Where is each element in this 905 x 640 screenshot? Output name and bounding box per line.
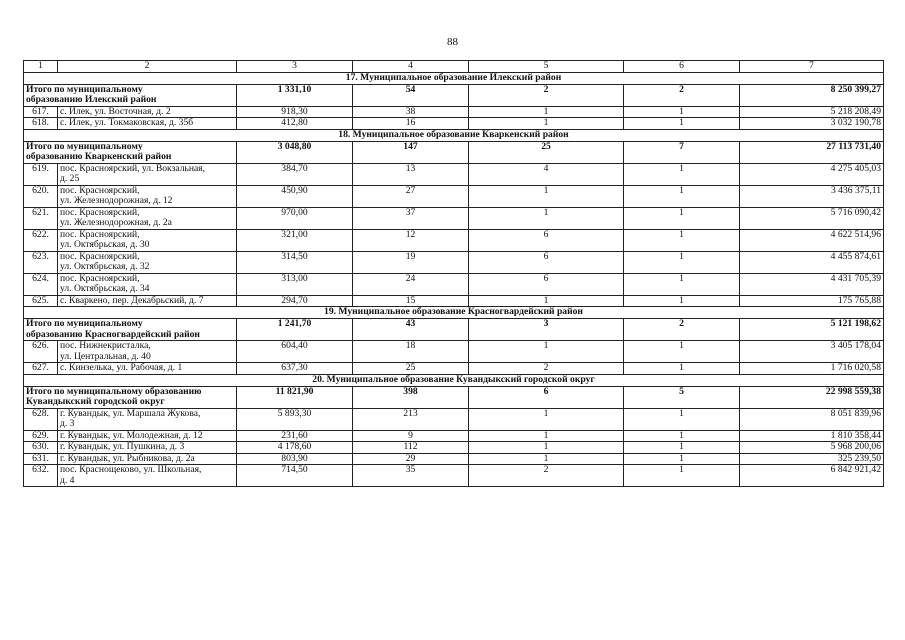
section-header-row bbox=[24, 307, 884, 319]
table-row bbox=[24, 163, 884, 185]
row-apartments: 1 bbox=[469, 341, 624, 363]
row-cost: 4 431 705,39 bbox=[740, 273, 884, 295]
row-apartments: 1 bbox=[469, 408, 624, 430]
total-area: 1 241,70 bbox=[237, 319, 353, 341]
total-residents: 147 bbox=[353, 141, 469, 163]
total-row bbox=[24, 141, 884, 163]
row-address-line: с. Кинзелька, ул. Рабочая, д. 1 bbox=[60, 362, 183, 373]
row-cost: 3 405 178,04 bbox=[740, 341, 884, 363]
row-area: 918,30 bbox=[237, 106, 353, 118]
row-apartments: 6 bbox=[469, 229, 624, 251]
row-address bbox=[58, 118, 237, 130]
row-number: 622. bbox=[24, 229, 58, 251]
register-table bbox=[23, 60, 884, 487]
total-cost: 8 250 399,27 bbox=[740, 84, 884, 106]
row-residents: 18 bbox=[353, 341, 469, 363]
table-row bbox=[24, 465, 884, 487]
column-header: 3 bbox=[237, 61, 353, 73]
column-header: 5 bbox=[469, 61, 624, 73]
row-buildings: 1 bbox=[624, 207, 740, 229]
row-area: 313,00 bbox=[237, 273, 353, 295]
row-buildings: 1 bbox=[624, 453, 740, 465]
column-header: 2 bbox=[58, 61, 237, 73]
row-buildings: 1 bbox=[624, 408, 740, 430]
row-buildings: 1 bbox=[624, 251, 740, 273]
total-residents: 54 bbox=[353, 84, 469, 106]
register-table-body bbox=[24, 61, 884, 487]
row-residents: 24 bbox=[353, 273, 469, 295]
row-number: 618. bbox=[24, 118, 58, 130]
total-apartments: 2 bbox=[469, 84, 624, 106]
row-cost: 6 842 921,42 bbox=[740, 465, 884, 487]
total-row bbox=[24, 319, 884, 341]
total-label-line: Итого по муниципальному bbox=[26, 140, 143, 152]
row-buildings: 1 bbox=[624, 465, 740, 487]
row-address bbox=[58, 363, 237, 375]
row-area: 314,50 bbox=[237, 251, 353, 273]
row-number: 619. bbox=[24, 163, 58, 185]
section-title: 18. Муниципальное образование Кваркенский район bbox=[24, 129, 884, 141]
total-label-line: образованию Красногвардейский район bbox=[26, 328, 200, 340]
row-address-line: г. Кувандык, ул. Рыбникова, д. 2а bbox=[60, 452, 195, 464]
total-area: 1 331,10 bbox=[237, 84, 353, 106]
table-row bbox=[24, 185, 884, 207]
row-cost: 5 968 200,06 bbox=[740, 442, 884, 454]
row-address bbox=[58, 207, 237, 229]
row-residents: 19 bbox=[353, 251, 469, 273]
total-label-line: Кувандыкский городской округ bbox=[26, 396, 165, 407]
row-residents: 27 bbox=[353, 185, 469, 207]
total-area: 3 048,80 bbox=[237, 141, 353, 163]
row-address-line: пос. Красноярский, bbox=[60, 228, 140, 240]
row-number: 631. bbox=[24, 453, 58, 465]
row-number: 626. bbox=[24, 341, 58, 363]
row-address-line: г. Кувандык, ул. Маршала Жукова, bbox=[60, 407, 201, 419]
row-cost: 4 275 405,03 bbox=[740, 163, 884, 185]
total-cost: 27 113 731,40 bbox=[740, 141, 884, 163]
row-buildings: 1 bbox=[624, 442, 740, 454]
row-area: 412,80 bbox=[237, 118, 353, 130]
row-area: 4 178,60 bbox=[237, 442, 353, 454]
row-address-line: ул. Железнодорожная, д. 2а bbox=[60, 217, 172, 228]
row-number: 630. bbox=[24, 442, 58, 454]
row-residents: 213 bbox=[353, 408, 469, 430]
row-number: 620. bbox=[24, 185, 58, 207]
row-number: 628. bbox=[24, 408, 58, 430]
total-label bbox=[24, 319, 237, 341]
row-address-line: пос. Красноярский, ул. Вокзальная, bbox=[60, 162, 206, 174]
row-address bbox=[58, 163, 237, 185]
row-apartments: 1 bbox=[469, 430, 624, 442]
row-buildings: 1 bbox=[624, 185, 740, 207]
row-apartments: 1 bbox=[469, 118, 624, 130]
row-residents: 25 bbox=[353, 363, 469, 375]
total-label-line: образованию Илекский район bbox=[26, 94, 157, 105]
total-apartments: 25 bbox=[469, 141, 624, 163]
row-address-line: пос. Красноярский, bbox=[60, 250, 140, 262]
row-area: 5 893,30 bbox=[237, 408, 353, 430]
total-buildings: 5 bbox=[624, 386, 740, 408]
row-address bbox=[58, 185, 237, 207]
total-label-line: образованию Кваркенский район bbox=[26, 151, 172, 162]
row-area: 803,90 bbox=[237, 453, 353, 465]
row-number: 623. bbox=[24, 251, 58, 273]
row-area: 604,40 bbox=[237, 341, 353, 363]
row-address-line: пос. Красноярский, bbox=[60, 272, 140, 284]
table-row bbox=[24, 453, 884, 465]
row-buildings: 1 bbox=[624, 229, 740, 251]
row-number: 621. bbox=[24, 207, 58, 229]
row-apartments: 1 bbox=[469, 295, 624, 307]
total-label-line: Итого по муниципальному bbox=[26, 318, 143, 329]
row-address-line: ул. Октябрьская, д. 30 bbox=[60, 239, 150, 250]
row-buildings: 1 bbox=[624, 106, 740, 118]
total-apartments: 6 bbox=[469, 386, 624, 408]
row-address-line: с. Илек, ул. Токмаковская, д. 35б bbox=[60, 117, 194, 128]
row-cost: 3 032 190,78 bbox=[740, 118, 884, 130]
row-residents: 112 bbox=[353, 442, 469, 454]
row-residents: 37 bbox=[353, 207, 469, 229]
section-title: 17. Муниципальное образование Илекский район bbox=[24, 72, 884, 84]
row-residents: 29 bbox=[353, 453, 469, 465]
table-row bbox=[24, 229, 884, 251]
row-apartments: 6 bbox=[469, 251, 624, 273]
row-residents: 13 bbox=[353, 163, 469, 185]
total-label bbox=[24, 141, 237, 163]
row-address bbox=[58, 408, 237, 430]
total-area: 11 821,90 bbox=[237, 386, 353, 408]
row-area: 231,60 bbox=[237, 430, 353, 442]
total-row bbox=[24, 84, 884, 106]
row-cost: 8 051 839,96 bbox=[740, 408, 884, 430]
row-buildings: 1 bbox=[624, 363, 740, 375]
total-label bbox=[24, 386, 237, 408]
row-address-line: г. Кувандык, ул. Молодежная, д. 12 bbox=[60, 429, 203, 441]
section-header-row bbox=[24, 72, 884, 84]
row-apartments: 2 bbox=[469, 465, 624, 487]
row-address-line: пос. Красноярский, bbox=[60, 184, 140, 196]
row-number: 627. bbox=[24, 363, 58, 375]
row-apartments: 1 bbox=[469, 207, 624, 229]
row-address-line: г. Кувандык, ул. Пушкина, д. 3 bbox=[60, 441, 185, 452]
row-apartments: 1 bbox=[469, 185, 624, 207]
row-apartments: 1 bbox=[469, 442, 624, 454]
row-address-line: пос. Нижнекристалка, bbox=[60, 340, 151, 351]
total-buildings: 2 bbox=[624, 319, 740, 341]
row-residents: 9 bbox=[353, 430, 469, 442]
row-apartments: 4 bbox=[469, 163, 624, 185]
row-area: 450,90 bbox=[237, 185, 353, 207]
row-address bbox=[58, 106, 237, 118]
row-apartments: 6 bbox=[469, 273, 624, 295]
table-row bbox=[24, 341, 884, 363]
table-row bbox=[24, 118, 884, 130]
row-address bbox=[58, 229, 237, 251]
row-buildings: 1 bbox=[624, 163, 740, 185]
row-cost: 1 810 358,44 bbox=[740, 430, 884, 442]
row-address-line: пос. Краснощеково, ул. Школьная, bbox=[60, 464, 202, 475]
row-buildings: 1 bbox=[624, 118, 740, 130]
section-header-row bbox=[24, 374, 884, 386]
row-address bbox=[58, 453, 237, 465]
row-cost: 4 455 874,61 bbox=[740, 251, 884, 273]
total-label-line: Итого по муниципальному образованию bbox=[26, 385, 202, 397]
column-header: 1 bbox=[24, 61, 58, 73]
row-address-line: с. Кваркено, пер. Декабрьский, д. 7 bbox=[60, 294, 204, 306]
row-cost: 175 765,88 bbox=[740, 295, 884, 307]
column-header-row bbox=[24, 61, 884, 73]
row-address bbox=[58, 465, 237, 487]
row-residents: 35 bbox=[353, 465, 469, 487]
table-row bbox=[24, 295, 884, 307]
row-residents: 15 bbox=[353, 295, 469, 307]
table-row bbox=[24, 251, 884, 273]
row-buildings: 1 bbox=[624, 273, 740, 295]
row-area: 714,50 bbox=[237, 465, 353, 487]
row-address-line: д. 25 bbox=[60, 173, 80, 184]
table-row bbox=[24, 430, 884, 442]
row-residents: 38 bbox=[353, 106, 469, 118]
row-number: 632. bbox=[24, 465, 58, 487]
total-label-line: Итого по муниципальному bbox=[26, 83, 143, 95]
section-header-row bbox=[24, 129, 884, 141]
total-residents: 398 bbox=[353, 386, 469, 408]
row-number: 625. bbox=[24, 295, 58, 307]
column-header: 6 bbox=[624, 61, 740, 73]
row-cost: 3 436 375,11 bbox=[740, 185, 884, 207]
row-cost: 325 239,50 bbox=[740, 453, 884, 465]
row-area: 970,00 bbox=[237, 207, 353, 229]
section-title: 20. Муниципальное образование Кувандыкский городской округ bbox=[24, 374, 884, 386]
row-cost: 5 218 208,49 bbox=[740, 106, 884, 118]
row-address-line: пос. Красноярский, bbox=[60, 206, 140, 218]
row-address-line: ул. Октябрьская, д. 34 bbox=[60, 283, 150, 294]
total-cost: 22 998 559,38 bbox=[740, 386, 884, 408]
table-row bbox=[24, 207, 884, 229]
row-address-line: с. Илек, ул. Восточная, д. 2 bbox=[60, 105, 171, 117]
row-address bbox=[58, 430, 237, 442]
row-number: 629. bbox=[24, 430, 58, 442]
row-address bbox=[58, 341, 237, 363]
total-row bbox=[24, 386, 884, 408]
total-apartments: 3 bbox=[469, 319, 624, 341]
row-area: 384,70 bbox=[237, 163, 353, 185]
table-row bbox=[24, 442, 884, 454]
row-address bbox=[58, 442, 237, 454]
table-row bbox=[24, 363, 884, 375]
total-residents: 43 bbox=[353, 319, 469, 341]
row-number: 617. bbox=[24, 106, 58, 118]
row-area: 321,00 bbox=[237, 229, 353, 251]
page-number: 88 bbox=[447, 36, 458, 48]
row-address-line: ул. Центральная, д. 40 bbox=[60, 350, 151, 362]
total-label bbox=[24, 84, 237, 106]
row-buildings: 1 bbox=[624, 341, 740, 363]
row-address-line: ул. Октябрьская, д. 32 bbox=[60, 261, 150, 272]
table-row bbox=[24, 408, 884, 430]
row-area: 637,30 bbox=[237, 363, 353, 375]
row-number: 624. bbox=[24, 273, 58, 295]
row-apartments: 1 bbox=[469, 106, 624, 118]
row-apartments: 2 bbox=[469, 363, 624, 375]
column-header: 4 bbox=[353, 61, 469, 73]
table-row bbox=[24, 106, 884, 118]
row-cost: 5 716 090,42 bbox=[740, 207, 884, 229]
row-address-line: д. 4 bbox=[60, 474, 75, 486]
total-cost: 5 121 198,62 bbox=[740, 319, 884, 341]
total-buildings: 2 bbox=[624, 84, 740, 106]
row-cost: 1 716 020,58 bbox=[740, 363, 884, 375]
row-residents: 12 bbox=[353, 229, 469, 251]
row-residents: 16 bbox=[353, 118, 469, 130]
row-buildings: 1 bbox=[624, 430, 740, 442]
row-area: 294,70 bbox=[237, 295, 353, 307]
row-address bbox=[58, 251, 237, 273]
row-address-line: д. 3 bbox=[60, 418, 75, 429]
row-cost: 4 622 514,96 bbox=[740, 229, 884, 251]
row-address-line: ул. Железнодорожная, д. 12 bbox=[60, 195, 173, 206]
row-address bbox=[58, 295, 237, 307]
row-apartments: 1 bbox=[469, 453, 624, 465]
row-buildings: 1 bbox=[624, 295, 740, 307]
table-row bbox=[24, 273, 884, 295]
section-title: 19. Муниципальное образование Красногвардейский район bbox=[24, 307, 884, 319]
column-header: 7 bbox=[740, 61, 884, 73]
total-buildings: 7 bbox=[624, 141, 740, 163]
row-address bbox=[58, 273, 237, 295]
